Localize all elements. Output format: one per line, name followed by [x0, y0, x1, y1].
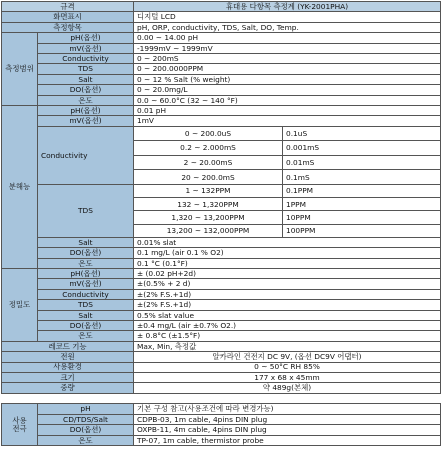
resolution-item-label: mV(옵션) [38, 116, 134, 126]
table-row [2, 85, 441, 95]
conductivity-range: 0.2 ~ 2.000mS [134, 141, 283, 156]
table-row [2, 248, 441, 258]
table-row [2, 237, 441, 247]
table-row [2, 300, 441, 310]
accuracy-item-label: DO(옵션) [38, 320, 134, 330]
table-row [2, 22, 441, 32]
table-row [2, 126, 441, 141]
table-row [2, 289, 441, 299]
table-row [2, 95, 441, 105]
accuracy-item-label: mV(옵션) [38, 279, 134, 289]
table-row [2, 435, 441, 446]
range-item-value: -1999mV ~ 1999mV [134, 43, 441, 53]
table-row [2, 74, 441, 84]
conductivity-resolution: 0.001mS [283, 141, 441, 156]
accuracy-item-label: TDS [38, 300, 134, 310]
table-row [2, 12, 441, 22]
conductivity-range: 2 ~ 20.00mS [134, 155, 283, 170]
tds-resolution: 0.1PPM [283, 185, 441, 198]
range-section-label: 측정범위 [2, 33, 38, 106]
tds-range: 13,200 ~ 132,000PPM [134, 224, 283, 237]
table-row [2, 279, 441, 289]
range-item-value: 0 ~ 12 % Salt (% weight) [134, 74, 441, 84]
range-item-value: 0 ~ 20.0mg/L [134, 85, 441, 95]
accuracy-item-value: ±(0.5% + 2 d) [134, 279, 441, 289]
table-row [2, 33, 441, 43]
table-row [2, 404, 441, 415]
electrode-section-line-2: 전극 [12, 423, 27, 433]
range-item-value: 0 ~ 200mS [134, 53, 441, 63]
table-row [2, 352, 441, 362]
range-item-label: Salt [38, 74, 134, 84]
range-item-label: DO(옵션) [38, 85, 134, 95]
conductivity-resolution: 0.01mS [283, 155, 441, 170]
range-item-value: 0.00 ~ 14.00 pH [134, 33, 441, 43]
accuracy-item-value: ±(2% F.S.+1d) [134, 300, 441, 310]
misc-value: 알카라인 건전지 DC 9V, (옵션 DC9V 어댑터) [134, 352, 441, 362]
electrode-item-value: CDPB-03, 1m cable, 4pins DIN plug [134, 414, 441, 425]
table-row [2, 116, 441, 126]
tds-range: 132 ~ 1,320PPM [134, 198, 283, 211]
table-row [2, 331, 441, 341]
electrode-item-label: pH [38, 404, 134, 415]
table-row [2, 362, 441, 372]
resolution-item-value: 0.01% slat [134, 237, 441, 247]
items-value: pH, ORP, conductivity, TDS, Salt, DO, Temp. [134, 22, 441, 32]
range-item-value: 0 ~ 200.0000PPM [134, 64, 441, 74]
display-value: 디지털 LCD [134, 12, 441, 22]
electrode-section-line-1: 사용 [12, 416, 27, 426]
table-row [2, 320, 441, 330]
electrode-item-value: TP-07, 1m cable, thermistor probe [134, 435, 441, 446]
table-row [2, 258, 441, 268]
misc-value: 177 x 68 x 45mm [134, 372, 441, 382]
resolution-item-label: DO(옵션) [38, 248, 134, 258]
range-item-label: 온도 [38, 95, 134, 105]
resolution-item-value: 1mV [134, 116, 441, 126]
electrode-item-label: CD/TDS/Salt [38, 414, 134, 425]
resolution-item-label: TDS [38, 185, 134, 238]
misc-value: Max, Min, 측정값 [134, 341, 441, 351]
accuracy-item-value: ±0.4 mg/L (air ±0.7% O2.) [134, 320, 441, 330]
resolution-item-label: Salt [38, 237, 134, 247]
range-item-label: mV(옵션) [38, 43, 134, 53]
range-item-label: pH(옵션) [38, 33, 134, 43]
conductivity-range: 20 ~ 200.0mS [134, 170, 283, 185]
table-row [2, 372, 441, 382]
table-row [2, 64, 441, 74]
accuracy-item-label: Conductivity [38, 289, 134, 299]
electrode-item-value: 기본 구성 참고(사용조건에 따라 변경가능) [134, 404, 441, 415]
electrode-item-value: OXPB-11, 4m cable, 4pins DIN plug [134, 425, 441, 436]
table-row [2, 105, 441, 115]
electrode-item-label: DO(옵션) [38, 425, 134, 436]
resolution-item-value: 0.1 mg/L (air 0.1 % O2) [134, 248, 441, 258]
tds-range: 1,320 ~ 13,200PPM [134, 211, 283, 224]
range-item-label: TDS [38, 64, 134, 74]
electrode-item-label: 온도 [38, 435, 134, 446]
accuracy-item-label: pH(옵션) [38, 268, 134, 278]
resolution-section-label: 분해능 [2, 105, 38, 268]
range-item-label: Conductivity [38, 53, 134, 63]
misc-label: 중량 [2, 383, 134, 393]
misc-label: 레코드 기능 [2, 341, 134, 351]
header-spec-label: 규격 [2, 2, 134, 12]
accuracy-item-label: Salt [38, 310, 134, 320]
misc-value: 0 ~ 50°C RH 85% [134, 362, 441, 372]
table-row [2, 268, 441, 278]
resolution-item-label: Conductivity [38, 126, 134, 184]
items-label: 측정항목 [2, 22, 134, 32]
range-item-value: 0.0 ~ 60.0°C (32 ~ 140 °F) [134, 95, 441, 105]
misc-value: 약 489g(본체) [134, 383, 441, 393]
conductivity-resolution: 0.1mS [283, 170, 441, 185]
table-row [2, 53, 441, 63]
table-row [2, 425, 441, 436]
table-row [2, 185, 441, 198]
table-row [2, 341, 441, 351]
table-row [2, 383, 441, 393]
misc-label: 전원 [2, 352, 134, 362]
header-product-title: 휴대용 다항목 측정계 (YK-2001PHA) [134, 2, 441, 12]
spec-table [1, 1, 441, 394]
tds-range: 1 ~ 132PPM [134, 185, 283, 198]
conductivity-resolution: 0.1uS [283, 126, 441, 141]
accuracy-item-value: ± (0.02 pH+2d) [134, 268, 441, 278]
misc-label: 크기 [2, 372, 134, 382]
table-row [2, 414, 441, 425]
accuracy-item-value: ± 0.8°C (±1.5°F) [134, 331, 441, 341]
resolution-item-label: pH(옵션) [38, 105, 134, 115]
conductivity-range: 0 ~ 200.0uS [134, 126, 283, 141]
accuracy-item-value: 0.5% slat value [134, 310, 441, 320]
table-row [2, 310, 441, 320]
accuracy-section-label: 정밀도 [2, 268, 38, 341]
table-row [2, 2, 441, 12]
electrode-table [1, 403, 441, 446]
resolution-item-value: 0.1 °C (0.1°F) [134, 258, 441, 268]
display-label: 화면표시 [2, 12, 134, 22]
tds-resolution: 1PPM [283, 198, 441, 211]
resolution-item-label: 온도 [38, 258, 134, 268]
tds-resolution: 10PPM [283, 211, 441, 224]
tds-resolution: 100PPM [283, 224, 441, 237]
electrode-section-label [2, 404, 38, 446]
table-row [2, 43, 441, 53]
resolution-item-value: 0.01 pH [134, 105, 441, 115]
accuracy-item-value: ±(2% F.S.+1d) [134, 289, 441, 299]
misc-label: 사용환경 [2, 362, 134, 372]
accuracy-item-label: 온도 [38, 331, 134, 341]
